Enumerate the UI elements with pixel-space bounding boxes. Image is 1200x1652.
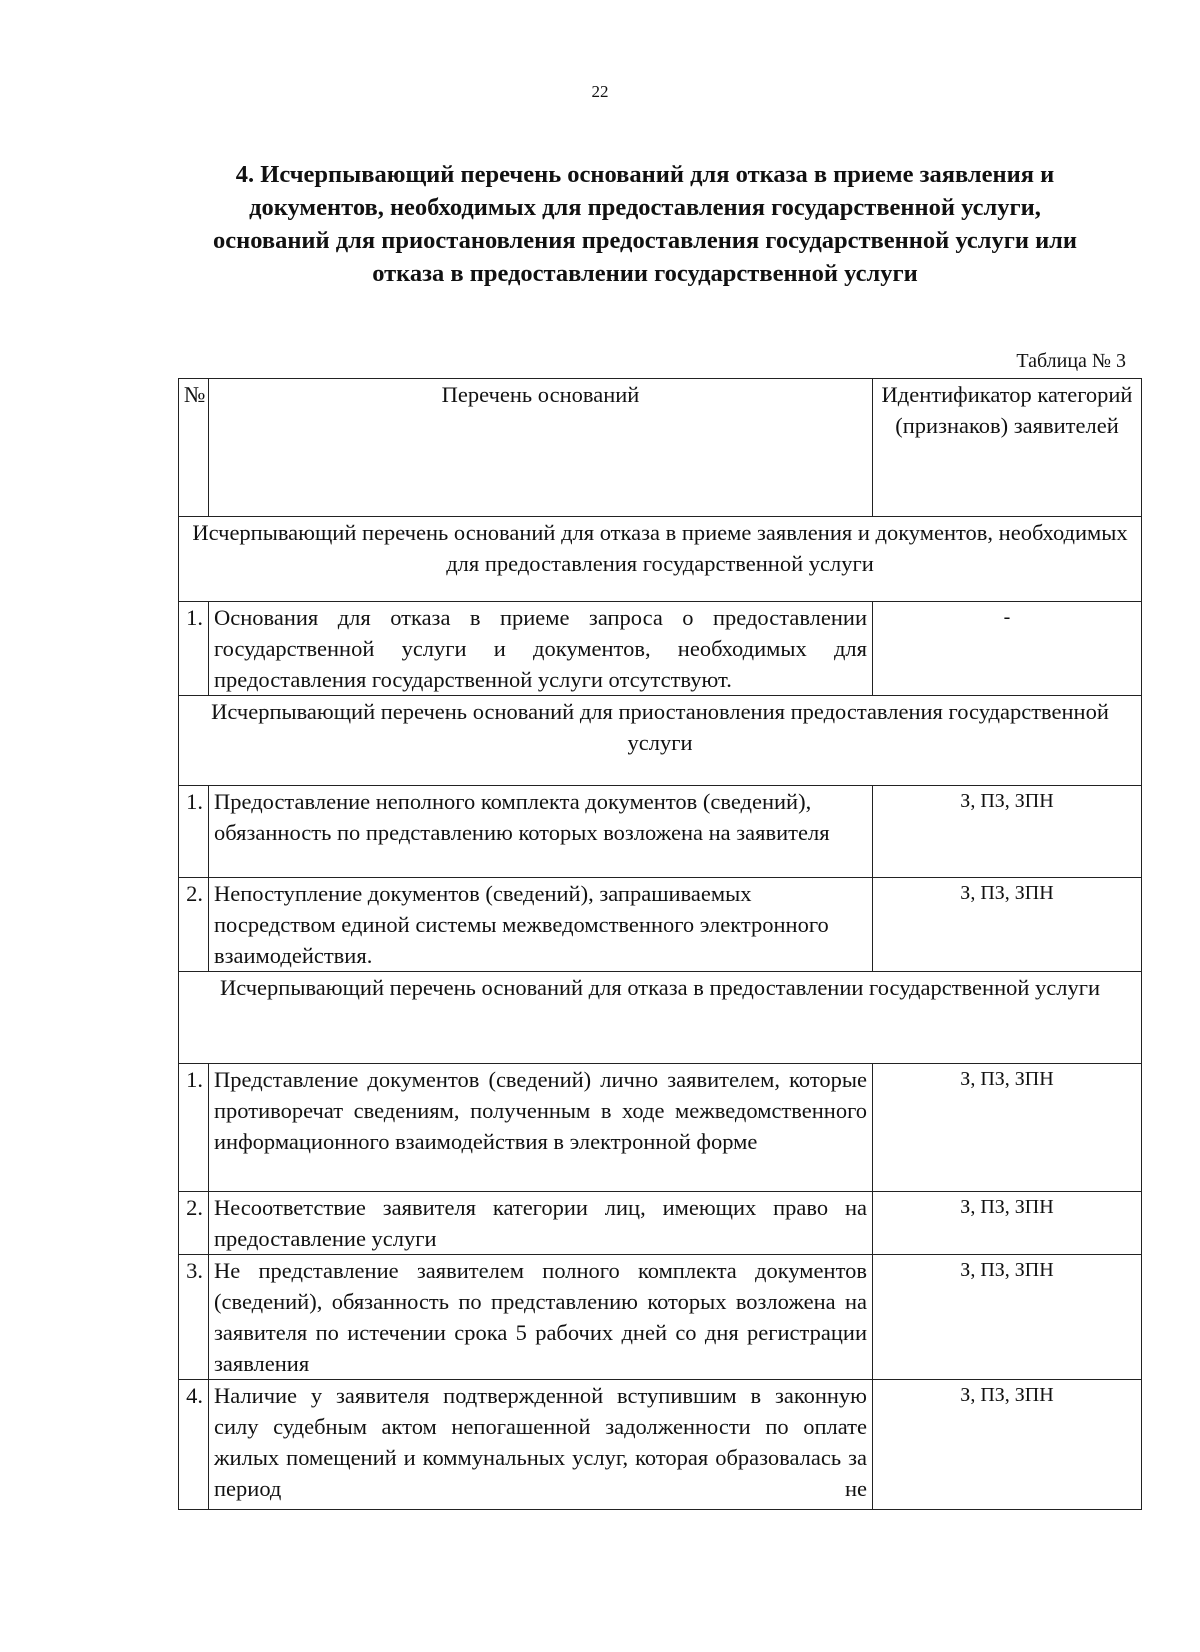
section-title-suspension: Исчерпывающий перечень оснований для приостановления предоставления государственной услуги [179, 696, 1142, 786]
header-identifier: Идентификатор категорий (признаков) заявителей [873, 379, 1142, 517]
table-caption: Таблица № 3 [1016, 350, 1126, 372]
row-identifier: З, ПЗ, ЗПН [873, 878, 1142, 972]
table-row [179, 1192, 1142, 1255]
table-row [179, 786, 1142, 878]
header-num: № [179, 379, 209, 517]
row-num: 1. [179, 602, 209, 696]
header-grounds: Перечень оснований [209, 379, 873, 517]
table-header-row [179, 379, 1142, 517]
row-text: Наличие у заявителя подтвержденной вступившим в законную силу судебным актом непогашенной задолженности по оплате жилых помещений и коммунальных услуг, которая образовалась за период не [209, 1380, 873, 1510]
row-text: Представление документов (сведений) лично заявителем, которые противоречат сведениям, полученным в ходе межведомственного информационного взаимодействия в электронной форме [209, 1064, 873, 1192]
row-num: 2. [179, 1192, 209, 1255]
section-title-refusal-service: Исчерпывающий перечень оснований для отказа в предоставлении государственной услуги [179, 972, 1142, 1064]
row-text: Несоответствие заявителя категории лиц, имеющих право на предоставление услуги [209, 1192, 873, 1255]
row-identifier: З, ПЗ, ЗПН [873, 1380, 1142, 1510]
row-num: 4. [179, 1380, 209, 1510]
table-row [179, 1380, 1142, 1510]
section-row [179, 696, 1142, 786]
table-row [179, 602, 1142, 696]
row-identifier: З, ПЗ, ЗПН [873, 1255, 1142, 1380]
row-text: Предоставление неполного комплекта документов (сведений), обязанность по представлению которых возложена на заявителя [209, 786, 873, 878]
row-identifier: З, ПЗ, ЗПН [873, 1064, 1142, 1192]
page-number: 22 [591, 82, 609, 101]
section-row [179, 517, 1142, 602]
row-text: Непоступление документов (сведений), запрашиваемых посредством единой системы межведомственного электронного взаимодействия. [209, 878, 873, 972]
section-title-refusal-acceptance: Исчерпывающий перечень оснований для отказа в приеме заявления и документов, необходимых для предоставления государственной услуги [179, 517, 1142, 602]
table-row [179, 1255, 1142, 1380]
row-text: Не представление заявителем полного комплекта документов (сведений), обязанность по представлению которых возложена на заявителя по истечении срока 5 рабочих дней со дня регистрации заявления [209, 1255, 873, 1380]
section-row [179, 972, 1142, 1064]
row-identifier: З, ПЗ, ЗПН [873, 786, 1142, 878]
row-num: 1. [179, 1064, 209, 1192]
table-row [179, 878, 1142, 972]
row-identifier: З, ПЗ, ЗПН [873, 1192, 1142, 1255]
row-text: Основания для отказа в приеме запроса о предоставлении государственной услуги и документов, необходимых для предоставления государственной услуги отсутствуют. [209, 602, 873, 696]
row-identifier: - [873, 602, 1142, 696]
row-num: 1. [179, 786, 209, 878]
row-num: 3. [179, 1255, 209, 1380]
row-num: 2. [179, 878, 209, 972]
section-title: 4. Исчерпывающий перечень оснований для отказа в приеме заявления и документов, необходимых для предоставления государственной услуги, оснований для приостановления предоставления государственной услуги или отказа в предоставлении государственной услуги [212, 161, 1078, 287]
table-row [179, 1064, 1142, 1192]
grounds-table [178, 378, 1142, 1510]
